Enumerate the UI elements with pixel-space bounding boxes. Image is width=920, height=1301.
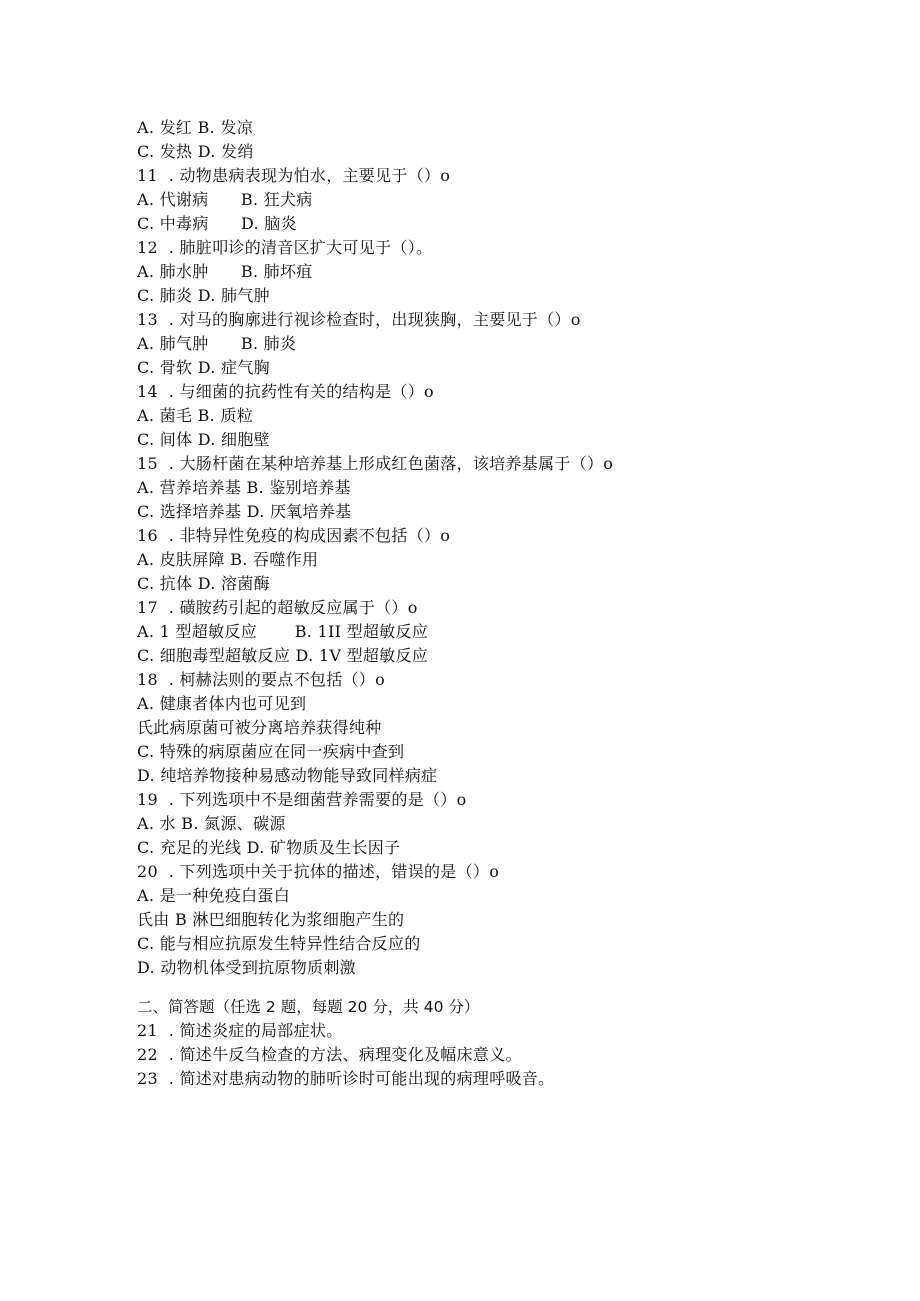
multiple-choice-section — [137, 116, 837, 980]
text-line: 20 . 下列选项中关于抗体的描述，错误的是（）o — [137, 862, 500, 881]
text-line: A. 营养培养基 B. 鉴别培养基 — [137, 478, 351, 497]
text-line: C. 中毒病 D. 脑炎 — [137, 214, 297, 233]
section-title: 二、简答题（任选 2 题，每题 20 分，共 40 分） — [137, 998, 480, 1016]
text-line: C. 肺炎 D. 肺气肿 — [137, 286, 270, 305]
text-line: A. 肺气肿 B. 肺炎 — [137, 334, 297, 353]
text-line: 氏由 B 淋巴细胞转化为浆细胞产生的 — [137, 910, 405, 929]
short-answer-section — [137, 1019, 837, 1091]
text-line: C. 特殊的病原菌应在同一疾病中查到 — [137, 742, 405, 761]
text-line: 19 . 下列选项中不是细菌营养需要的是（）o — [137, 790, 467, 809]
question-item: 21 . 简述炎症的局部症状。 — [137, 1021, 343, 1040]
text-line: 15 . 大肠杆菌在某种培养基上形成红色菌落，该培养基属于（）o — [137, 454, 614, 473]
text-line: C. 抗体 D. 溶菌酶 — [137, 574, 270, 593]
text-line: C. 能与相应抗原发生特异性结合反应的 — [137, 934, 421, 953]
text-line: 11 . 动物患病表现为怕水，主要见于（）o — [137, 166, 451, 185]
text-line: 氏此病原菌可被分离培养获得纯种 — [137, 718, 382, 737]
text-line: C. 细胞毒型超敏反应 D. 1V 型超敏反应 — [137, 646, 429, 665]
text-line: A. 健康者体内也可见到 — [137, 694, 307, 713]
text-line: A. 是一种免疫白蛋白 — [137, 886, 291, 905]
text-line: C. 间体 D. 细胞壁 — [137, 430, 270, 449]
text-line: D. 动物机体受到抗原物质刺激 — [137, 958, 356, 977]
text-line: 17 . 磺胺药引起的超敏反应属于（）o — [137, 598, 418, 617]
text-line: 18 . 柯赫法则的要点不包括（）o — [137, 670, 386, 689]
question-item: 22 . 简述牛反刍检查的方法、病理变化及幅床意义。 — [137, 1045, 522, 1064]
text-line: A. 代谢病 B. 狂犬病 — [137, 190, 313, 209]
text-line: A. 肺水肿 B. 肺坏疽 — [137, 262, 313, 281]
text-line: C. 发热 D. 发绡 — [137, 142, 254, 161]
question-item: 23 . 简述对患病动物的肺听诊时可能出现的病理呼吸音。 — [137, 1069, 555, 1088]
text-line: A. 水 B. 氮源、碳源 — [137, 814, 286, 833]
text-line: 12 . 肺脏叩诊的清音区扩大可见于（）。 — [137, 238, 433, 257]
text-line: 13 . 对马的胸廓进行视诊检查时，出现狭胸，主要见于（）o — [137, 310, 581, 329]
text-line: A. 1 型超敏反应 B. 1II 型超敏反应 — [137, 622, 429, 641]
text-line: A. 皮肤屏障 B. 吞噬作用 — [137, 550, 319, 569]
text-line: C. 充足的光线 D. 矿物质及生长因子 — [137, 838, 401, 857]
text-line: 16 . 非特异性免疫的构成因素不包括（）o — [137, 526, 451, 545]
text-line: A. 发红 B. 发凉 — [137, 118, 254, 137]
question-list — [137, 116, 837, 1091]
text-line: C. 选择培养基 D. 厌氧培养基 — [137, 502, 352, 521]
text-line: 14 . 与细菌的抗药性有关的结构是（）o — [137, 382, 434, 401]
text-line: A. 菌毛 B. 质粒 — [137, 406, 254, 425]
text-line: C. 骨软 D. 症气胸 — [137, 358, 270, 377]
text-line: D. 纯培养物接种易感动物能导致同样病症 — [137, 766, 438, 785]
